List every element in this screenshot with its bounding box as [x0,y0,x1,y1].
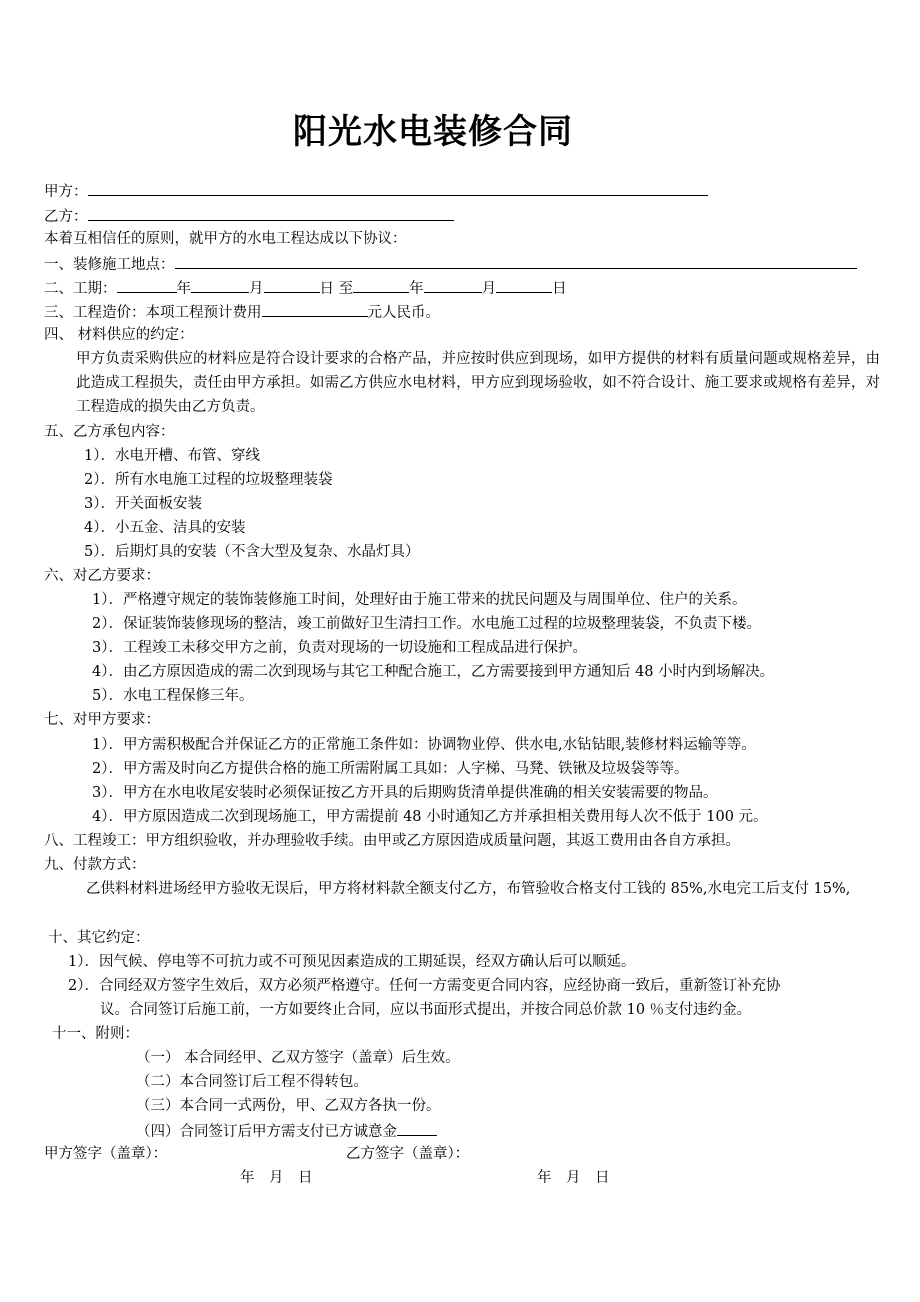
start-year-label: 年 [176,281,191,297]
party-a-blank[interactable] [88,180,708,196]
list-item: 2）．保证装饰装修现场的整洁，竣工前做好卫生清扫工作。水电施工过程的垃圾整理装袋，不负责下楼。 [92,616,761,632]
cost-prefix: 三、工程造价：本项工程预计费用 [44,305,262,321]
end-day-blank[interactable] [496,277,552,293]
list-item: 2）．合同经双方签字生效后，双方必须严格遵守。任何一方需变更合同内容，应经协商一致后，重新签订补充协 [68,978,781,994]
party-b-blank[interactable] [88,205,454,221]
start-day-blank[interactable] [264,277,320,293]
list-item: 2）．所有水电施工过程的垃圾整理装袋 [84,472,333,488]
day-to-label: 日 至 [319,281,354,297]
list-item: 3）．开关面板安装 [84,496,202,512]
start-month-blank[interactable] [191,277,249,293]
party-a-date: 年 月 日 [240,1170,313,1186]
list-item-continuation: 议。合同签订后施工前，一方如要终止合同，应以书面形式提出，并按合同总价款 10 ％支付违约金。 [100,1002,752,1018]
party-a-label: 甲方： [44,184,88,200]
deposit-label: （四）合同签订后甲方需支付已方诚意金 [136,1124,397,1140]
section-9-heading: 九、付款方式： [44,857,146,873]
list-item: （三）本合同一式两份，甲、乙双方各执一份。 [136,1098,441,1114]
section-3-line [44,301,440,323]
cost-blank[interactable] [262,301,368,317]
section-1-label: 一、装修施工地点： [44,257,175,273]
end-month-blank[interactable] [424,277,482,293]
section-10-heading: 十、其它约定： [48,930,150,946]
list-item: 2）．甲方需及时向乙方提供合格的施工所需附属工具如：人字梯、马凳、铁锹及垃圾袋等等。 [92,761,689,777]
document-title: 阳光水电装修合同 [293,112,573,152]
section-6-heading: 六、对乙方要求： [44,568,160,584]
list-item: （一） 本合同经甲、乙双方签字（盖章）后生效。 [136,1050,460,1066]
end-year-blank[interactable] [353,277,409,293]
list-item: 3）．工程竣工未移交甲方之前，负责对现场的一切设施和工程成品进行保护。 [92,640,587,656]
end-day-label: 日 [552,281,567,297]
party-b-label: 乙方： [44,209,88,225]
list-item: 1）．甲方需积极配合并保证乙方的正常施工条件如：协调物业停、供水电,水钻钻眼,装修材料运输等等。 [92,737,756,753]
list-item: 5）．水电工程保修三年。 [92,688,254,704]
section-2-label: 二、工期： [44,281,117,297]
party-b-date: 年 月 日 [537,1170,610,1186]
party-a-signature-label: 甲方签字（盖章）： [44,1146,168,1162]
end-month-label: 月 [481,281,497,297]
party-b-line [44,205,454,227]
end-year-label: 年 [409,281,424,297]
intro-text: 本着互相信任的原则，就甲方的水电工程达成以下协议： [44,231,407,247]
section-11-heading: 十一、附则： [52,1026,139,1042]
section-4-body: 甲方负责采购供应的材料应是符合设计要求的合格产品，并应按时供应到现场，如甲方提供的材料有质量问题或规格差异，由此造成工程损失，责任由甲方承担。如需乙方供应水电材料，甲方应到现场验收，如不符合设计、施工要求或规格有差异，对工程造成的损失由乙方负责。 [76,351,880,415]
list-item: 1）．严格遵守规定的装饰装修施工时间，处理好由于施工带来的扰民问题及与周围单位、住户的关系。 [92,592,747,608]
deposit-line [136,1120,437,1142]
list-item: 5）．后期灯具的安装（不含大型及复杂、水晶灯具） [84,544,420,560]
start-month-label: 月 [249,281,264,297]
section-4-heading: 四、 材料供应的约定： [44,327,194,343]
party-b-signature-label: 乙方签字（盖章）： [346,1146,470,1162]
party-a-line [44,180,708,202]
section-5-heading: 五、乙方承包内容： [44,424,175,440]
section-8-text: 八、工程竣工：甲方组织验收，并办理验收手续。由甲或乙方原因造成质量问题，其返工费用由各自方承担。 [44,833,740,849]
list-item: 3）．甲方在水电收尾安装时必须保证按乙方开具的后期购货清单提供准确的相关安装需要的物品。 [92,785,718,801]
section-9-body: 乙供料材料进场经甲方验收无误后，甲方将材料款全额支付乙方，布管验收合格支付工钱的 85%,水电完工后支付 15%, [86,881,851,897]
section-7-heading: 七、对甲方要求： [44,712,160,728]
deposit-blank[interactable] [397,1120,437,1136]
start-year-blank[interactable] [117,277,177,293]
section-2-line [44,277,567,299]
list-item: 4）．小五金、洁具的安装 [84,520,246,536]
site-address-blank[interactable] [175,253,857,269]
list-item: 4）．由乙方原因造成的需二次到现场与其它工种配合施工，乙方需要接到甲方通知后 48 小时内到场解决。 [92,664,775,680]
cost-suffix: 元人民币。 [367,305,440,321]
section-1-line [44,253,857,275]
list-item: 1）．因气候、停电等不可抗力或不可预见因素造成的工期延误，经双方确认后可以顺延。 [68,954,636,970]
list-item: （二）本合同签订后工程不得转包。 [136,1074,368,1090]
list-item: 1）．水电开槽、布管、穿线 [84,448,260,464]
list-item: 4）．甲方原因造成二次到现场施工，甲方需提前 48 小时通知乙方并承担相关费用每人次不低于 100 元。 [92,809,768,825]
